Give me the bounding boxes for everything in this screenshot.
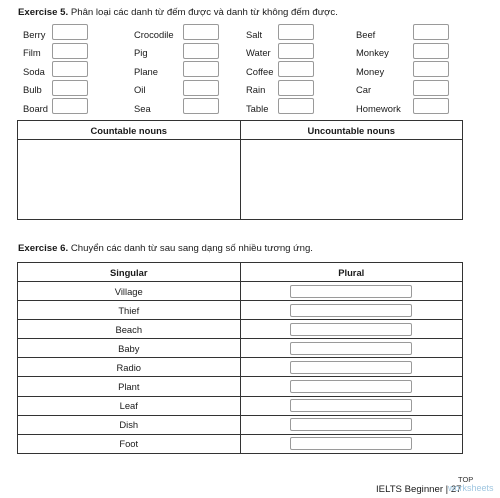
answer-box[interactable] bbox=[52, 98, 88, 114]
answer-box[interactable] bbox=[413, 61, 449, 77]
plural-input[interactable] bbox=[290, 323, 412, 336]
answer-box[interactable] bbox=[183, 43, 219, 59]
watermark-brand: worksheets bbox=[448, 483, 494, 493]
answer-box[interactable] bbox=[413, 43, 449, 59]
table-row bbox=[18, 415, 463, 434]
watermark-logo[interactable] bbox=[448, 476, 494, 492]
answer-box[interactable] bbox=[278, 61, 314, 77]
answer-box[interactable] bbox=[52, 80, 88, 96]
singular-word: Radio bbox=[18, 358, 241, 377]
word-item: Monkey bbox=[356, 47, 389, 58]
word-item: Soda bbox=[23, 66, 45, 77]
word-item: Bulb bbox=[23, 84, 42, 95]
table-row bbox=[18, 358, 463, 377]
plural-input[interactable] bbox=[290, 342, 412, 355]
exercise-6-number: Exercise 6. bbox=[18, 243, 69, 254]
plural-input[interactable] bbox=[290, 361, 412, 374]
word-item: Crocodile bbox=[134, 29, 174, 40]
word-item: Water bbox=[246, 47, 271, 58]
singular-word: Village bbox=[18, 282, 241, 301]
answer-box[interactable] bbox=[183, 61, 219, 77]
word-item: Oil bbox=[134, 84, 146, 95]
singular-header: Singular bbox=[18, 263, 241, 282]
table-row bbox=[18, 377, 463, 396]
table-row bbox=[18, 396, 463, 415]
singular-word: Beach bbox=[18, 320, 241, 339]
table-row bbox=[18, 282, 463, 301]
singular-word: Foot bbox=[18, 434, 241, 453]
countable-drop-area[interactable] bbox=[18, 140, 241, 220]
uncountable-drop-area[interactable] bbox=[240, 140, 463, 220]
answer-box[interactable] bbox=[278, 80, 314, 96]
word-item: Sea bbox=[134, 103, 151, 114]
table-row bbox=[18, 434, 463, 453]
page-footer: IELTS Beginner | 27 bbox=[376, 484, 462, 495]
plural-input[interactable] bbox=[290, 418, 412, 431]
table-row bbox=[18, 301, 463, 320]
singular-word: Baby bbox=[18, 339, 241, 358]
exercise-5-number: Exercise 5. bbox=[18, 7, 69, 18]
singular-word: Leaf bbox=[18, 396, 241, 415]
answer-box[interactable] bbox=[413, 80, 449, 96]
plural-input[interactable] bbox=[290, 285, 412, 298]
answer-box[interactable] bbox=[413, 98, 449, 114]
singular-word: Dish bbox=[18, 415, 241, 434]
word-item: Car bbox=[356, 84, 372, 95]
word-item: Pig bbox=[134, 47, 148, 58]
plural-input[interactable] bbox=[290, 380, 412, 393]
answer-box[interactable] bbox=[183, 24, 219, 40]
table-row bbox=[18, 320, 463, 339]
plural-input[interactable] bbox=[290, 399, 412, 412]
plural-input[interactable] bbox=[290, 304, 412, 317]
word-item: Salt bbox=[246, 29, 263, 40]
exercise-5-title bbox=[18, 7, 338, 18]
answer-box[interactable] bbox=[183, 98, 219, 114]
plural-input[interactable] bbox=[290, 437, 412, 450]
classification-table bbox=[17, 120, 463, 220]
answer-box[interactable] bbox=[183, 80, 219, 96]
table-row bbox=[18, 339, 463, 358]
word-item: Film bbox=[23, 47, 41, 58]
answer-box[interactable] bbox=[278, 98, 314, 114]
exercise-5-instruction: Phân loại các danh từ đếm được và danh từ không đếm được. bbox=[70, 7, 338, 18]
word-item: Board bbox=[23, 103, 49, 114]
exercise-6-instruction: Chuyển các danh từ sau sang dạng số nhiều tương ứng. bbox=[70, 243, 313, 254]
singular-word: Thief bbox=[18, 301, 241, 320]
word-item: Table bbox=[246, 103, 269, 114]
word-item: Berry bbox=[23, 29, 46, 40]
plural-table bbox=[17, 262, 463, 454]
watermark-top: TOP bbox=[458, 475, 474, 484]
word-item: Coffee bbox=[246, 66, 274, 77]
word-item: Rain bbox=[246, 84, 266, 95]
answer-box[interactable] bbox=[413, 24, 449, 40]
uncountable-header: Uncountable nouns bbox=[240, 121, 463, 140]
answer-box[interactable] bbox=[278, 24, 314, 40]
word-item: Homework bbox=[356, 103, 401, 114]
countable-header: Countable nouns bbox=[18, 121, 241, 140]
exercise-6-title bbox=[18, 243, 313, 254]
plural-header: Plural bbox=[240, 263, 463, 282]
answer-box[interactable] bbox=[52, 24, 88, 40]
answer-box[interactable] bbox=[52, 43, 88, 59]
answer-box[interactable] bbox=[52, 61, 88, 77]
word-item: Plane bbox=[134, 66, 158, 77]
word-item: Beef bbox=[356, 29, 376, 40]
word-item: Money bbox=[356, 66, 385, 77]
answer-box[interactable] bbox=[278, 43, 314, 59]
singular-word: Plant bbox=[18, 377, 241, 396]
